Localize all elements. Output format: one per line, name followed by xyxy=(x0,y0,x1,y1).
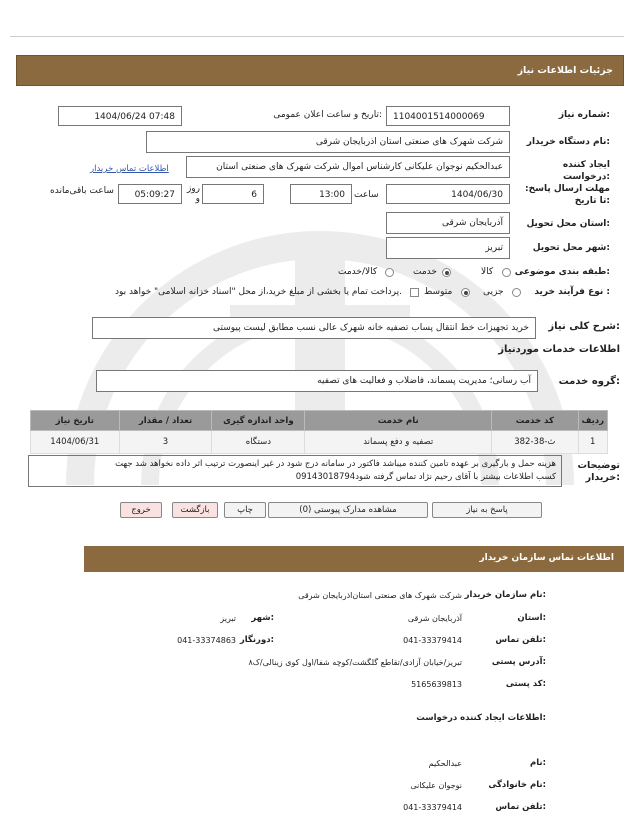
page-header xyxy=(16,55,624,86)
reply-button[interactable]: پاسخ به نیاز xyxy=(432,502,542,518)
col-unit: واحد اندازه گیری xyxy=(212,411,305,431)
notes-line-2: کسب اطلاعات بیشتر با آقای رحیم نژاد تماس گرفته شود09143018794 xyxy=(295,472,556,482)
print-button[interactable]: چاپ xyxy=(224,502,266,518)
summary-label: شرح کلی نیاز: xyxy=(548,321,620,332)
days-label: روز و xyxy=(186,184,200,204)
category-option-both: کالا/خدمت xyxy=(338,267,378,277)
contact-city-label: شهر: xyxy=(251,613,274,623)
creator-phone-value: 041-33379414 xyxy=(403,803,462,812)
buyer-label: نام دستگاه خریدار: xyxy=(526,137,610,147)
creator-label: ایجاد کننده درخواست: xyxy=(562,160,610,182)
cell-unit: دستگاه xyxy=(212,431,305,454)
province-label: استان محل تحویل: xyxy=(526,219,610,229)
contact-address-label: آدرس پستی: xyxy=(491,657,546,667)
cell-need-date: 1404/06/31 xyxy=(31,431,120,454)
announce-label: تاریخ و ساعت اعلان عمومی: xyxy=(273,110,382,120)
process-radio-medium[interactable] xyxy=(461,288,470,297)
need-number-field: 1104001514000069 xyxy=(386,106,510,126)
category-label: طبقه بندی موضوعی: xyxy=(514,267,610,277)
creator-family-value: نوجوان علیکانی xyxy=(410,781,462,790)
process-radio-minor[interactable] xyxy=(512,288,521,297)
treasury-payment-note: پرداخت تمام یا بخشی از مبلغ خرید،از محل "اسناد خزانه اسلامی" خواهد بود. xyxy=(114,287,402,297)
contact-section-title: اطلاعات تماس سازمان خریدار xyxy=(479,553,614,563)
services-table xyxy=(30,410,608,454)
creator-field: عبدالحکیم نوجوان علیکانی کارشناس اموال شرکت شهرک های صنعتی استان xyxy=(186,156,510,178)
contact-fax-label: دورنگار: xyxy=(239,635,274,645)
deadline-date-field: 1404/06/30 xyxy=(386,184,510,204)
col-row: ردیف xyxy=(578,411,608,431)
contact-fax-value: 041-33374863 xyxy=(177,636,236,645)
col-quantity: تعداد / مقدار xyxy=(119,411,212,431)
announce-field: 1404/06/24 07:48 xyxy=(58,106,182,126)
page-title: جزئیات اطلاعات نیاز xyxy=(517,65,613,76)
service-group-field: آب رسانی؛ مدیریت پسماند، فاضلاب و فعالیت های تصفیه xyxy=(96,370,538,392)
buyer-contact-link[interactable]: اطلاعات تماس خریدار xyxy=(90,164,169,174)
process-option-medium: متوسط xyxy=(424,287,453,297)
category-radio-service[interactable] xyxy=(442,268,451,277)
need-number-label: شماره نیاز: xyxy=(558,110,610,120)
category-radio-both[interactable] xyxy=(385,268,394,277)
contact-province-value: آذربایجان شرقی xyxy=(407,614,462,623)
cell-service-name: تصفیه و دفع پسماند xyxy=(305,431,492,454)
service-group-label: گروه خدمت: xyxy=(558,376,620,387)
contact-phone-value: 041-33379414 xyxy=(403,636,462,645)
contact-section-header xyxy=(84,546,624,572)
table-header-row xyxy=(31,411,608,431)
col-service-name: نام خدمت xyxy=(305,411,492,431)
process-label: نوع فرآیند خرید : xyxy=(534,287,610,297)
contact-address-value: تبریز/خیابان آزادی/تقاطع گلگشت/کوچه شفا/اول کوی زینالی/ک۸ xyxy=(248,658,462,667)
category-option-goods: کالا xyxy=(481,267,494,277)
col-need-date: تاریخ نیاز xyxy=(31,411,120,431)
category-option-service: خدمت xyxy=(413,267,437,277)
top-divider xyxy=(10,36,624,37)
creator-family-label: نام خانوادگی: xyxy=(488,780,546,790)
contact-postal-label: کد پستی: xyxy=(505,679,546,689)
creator-phone-label: تلفن تماس: xyxy=(495,802,546,812)
remaining-label: ساعت باقی‌مانده xyxy=(50,186,114,196)
table-row xyxy=(31,431,608,454)
city-label: شهر محل تحویل: xyxy=(532,243,610,253)
contact-postal-value: 5165639813 xyxy=(411,680,462,689)
treasury-payment-checkbox[interactable] xyxy=(410,288,419,297)
services-title: اطلاعات خدمات موردنیاز xyxy=(498,344,620,355)
contact-org-value: شرکت شهرک های صنعتی استان‌اذربایجان شرقی xyxy=(298,591,462,600)
cell-row: 1 xyxy=(578,431,608,454)
contact-phone-label: تلفن تماس: xyxy=(495,635,546,645)
col-service-code: کد خدمت xyxy=(492,411,578,431)
attachments-button[interactable]: مشاهده مدارک پیوستی (0) xyxy=(268,502,428,518)
creator-info-title: اطلاعات ایجاد کننده درخواست: xyxy=(416,713,546,723)
contact-org-label: نام سازمان خریدار: xyxy=(464,590,546,600)
remaining-time-field: 05:09:27 xyxy=(118,184,182,204)
process-option-minor: جزیی xyxy=(483,287,504,297)
buyer-field: شرکت شهرک های صنعتی استان اذربایجان شرقی xyxy=(146,131,510,153)
notes-field xyxy=(28,455,562,487)
creator-name-value: عبدالحکیم xyxy=(428,759,462,768)
deadline-time-label: ساعت xyxy=(354,190,379,200)
notes-line-1: هزینه حمل و بارگیری بر عهده تامین کننده میباشد فاکتور در سامانه درج شود در غیر اینصورت ترتیب اثر داده نخواهد شد جهت xyxy=(115,459,556,469)
days-field: 6 xyxy=(202,184,264,204)
exit-button[interactable]: خروج xyxy=(120,502,162,518)
contact-province-label: استان: xyxy=(517,613,546,623)
creator-name-label: نام: xyxy=(529,758,546,768)
category-radio-goods[interactable] xyxy=(502,268,511,277)
province-field: آذربایجان شرقی xyxy=(386,212,510,234)
city-field: تبریز xyxy=(386,237,510,259)
cell-quantity: 3 xyxy=(119,431,212,454)
deadline-time-field: 13:00 xyxy=(290,184,352,204)
back-button[interactable]: بازگشت xyxy=(172,502,218,518)
contact-city-value: تبریز xyxy=(220,614,236,623)
notes-label: توضیحات خریدار: xyxy=(577,460,620,483)
deadline-label: مهلت ارسال پاسخ: تا تاریخ: xyxy=(525,184,610,206)
cell-service-code: ث-38-382 xyxy=(492,431,578,454)
summary-field: خرید تجهیزات خط انتقال پساب تصفیه خانه شهرک عالی نسب مطابق لیست پیوستی xyxy=(92,317,536,339)
